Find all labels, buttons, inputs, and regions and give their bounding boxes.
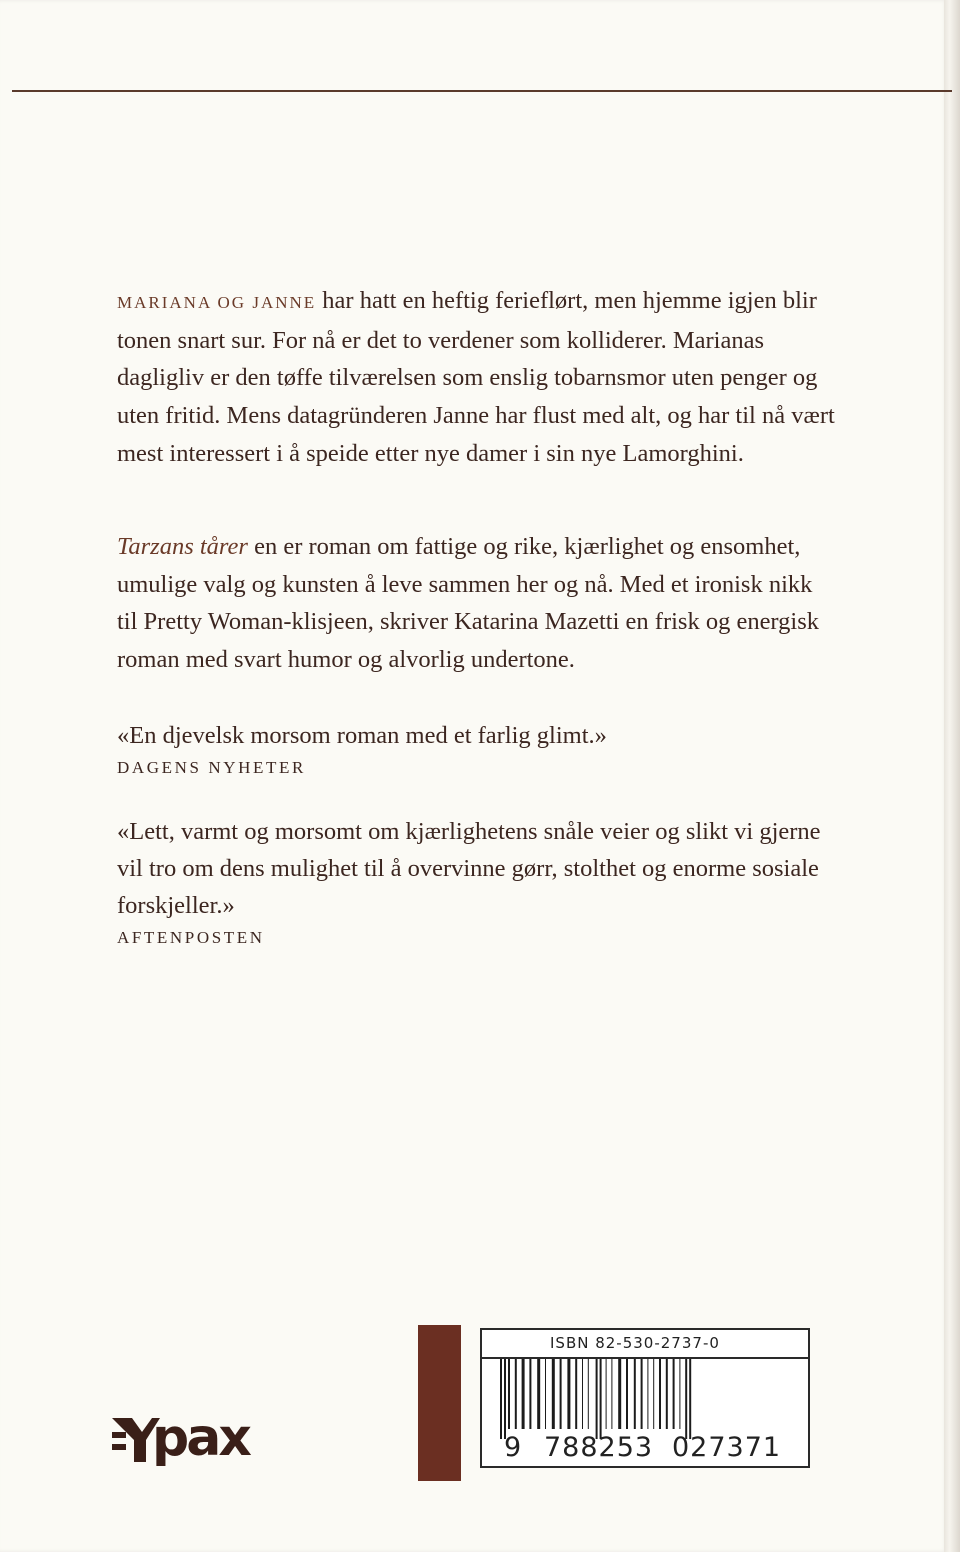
barcode-bars-icon — [482, 1359, 808, 1439]
barcode-bar — [673, 1359, 675, 1429]
top-rule — [12, 90, 952, 92]
review-quote-1 — [117, 717, 847, 782]
barcode-bar — [641, 1359, 643, 1429]
barcode-bar — [618, 1359, 621, 1429]
paragraph-2-text: en er roman om fattige og rike, kjærlighet og ensomhet, umulige valg og kunsten å leve sammen her og nå. Med et ironisk nikk til Pretty Woman-klisjeen, skriver Katarina Mazetti en frisk og energisk roman med svart humor og alvorlig undertone. — [117, 533, 819, 674]
barcode-bar — [515, 1359, 517, 1429]
quote-source: AFTENPOSTEN — [117, 928, 265, 947]
barcode-bar — [653, 1359, 654, 1429]
ean-right-group: 027371 — [672, 1432, 782, 1463]
cover-edge — [944, 0, 960, 1552]
barcode-bar — [626, 1359, 628, 1429]
publisher-logo — [110, 1410, 270, 1466]
barcode-bar — [545, 1359, 546, 1429]
barcode-bar — [666, 1359, 668, 1429]
barcode-guard-bar — [685, 1359, 687, 1439]
quote-text: «Lett, varmt og morsomt om kjærlighetens snåle veier og slikt vi gjerne vil tro om dens mulighet til å overvinne gørr, stolthet og enorme sosiale forskjeller.» — [117, 818, 821, 919]
barcode-guard-bar — [504, 1359, 506, 1439]
barcode-bar — [575, 1359, 577, 1429]
isbn-barcode — [480, 1328, 810, 1468]
ean-first-digit: 9 — [504, 1432, 522, 1463]
book-title: Tarzans tårer — [117, 533, 248, 560]
barcode-bar — [560, 1359, 562, 1429]
barcode-bar — [582, 1359, 583, 1429]
barcode-bar — [508, 1359, 510, 1429]
barcode-bar — [552, 1359, 555, 1429]
barcode-bar — [606, 1359, 607, 1429]
barcode-bar — [611, 1359, 612, 1429]
blurb-paragraph-2 — [117, 528, 837, 679]
publisher-logo-text: pax — [152, 1408, 249, 1468]
quote-text: «En djevelsk morsom roman med et farlig glimt.» — [117, 722, 607, 749]
ean-left-group: 788253 — [544, 1432, 654, 1463]
barcode-guard-bar — [689, 1359, 691, 1439]
barcode-bar — [647, 1359, 648, 1429]
lead-names: MARIANA OG JANNE — [117, 293, 317, 312]
barcode-bar — [529, 1359, 531, 1429]
review-quote-2 — [117, 813, 847, 952]
barcode-guard-bar — [500, 1359, 502, 1439]
barcode-guard-bar — [600, 1359, 602, 1439]
barcode-bar — [567, 1359, 570, 1429]
paragraph-1-text: har hatt en heftig ferieflørt, men hjemme igjen blir tonen snart sur. For nå er det to verdener som kolliderer. Marianas dagligliv er den tøffe tilværelsen som enslig tobarnsmor uten penger og uten fritid. Mens datagründeren Janne har flust med alt, og har til nå vært mest interessert i å speide etter nye damer i sin nye Lamorghini. — [117, 287, 835, 467]
barcode-bar — [634, 1359, 636, 1429]
barcode-guard-bar — [596, 1359, 598, 1439]
spine-color-block — [418, 1325, 461, 1481]
barcode-bar — [537, 1359, 540, 1429]
isbn-label: ISBN 82-530-2737-0 — [550, 1334, 720, 1352]
barcode-bar — [659, 1359, 661, 1429]
blurb-paragraph-1 — [117, 282, 837, 473]
barcode-bar — [679, 1359, 680, 1429]
quote-source: DAGENS NYHETER — [117, 758, 306, 777]
barcode-bar — [522, 1359, 525, 1429]
barcode-bar — [588, 1359, 589, 1429]
